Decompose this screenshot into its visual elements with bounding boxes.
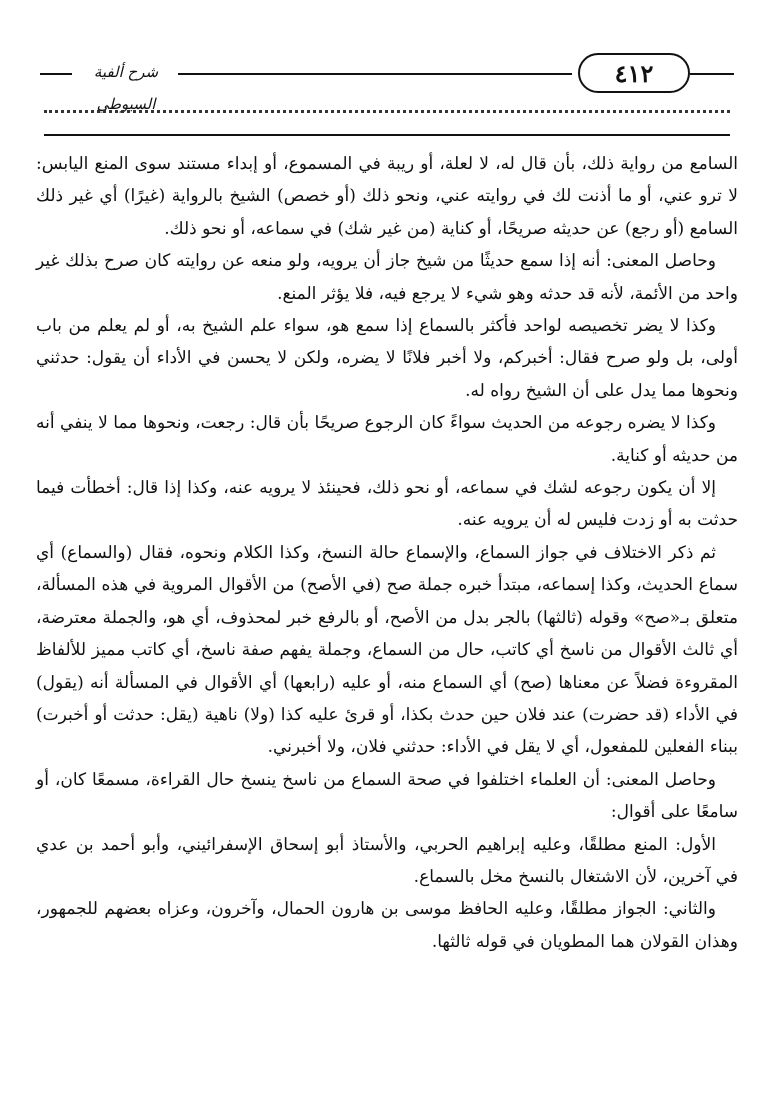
paragraph: وحاصل المعنى: أن العلماء اختلفوا في صحة السماع من ناسخ ينسخ حال القراءة، مسمعًا كان، أو سامعًا على أقوال: [36,769,738,823]
header-rule [40,73,72,75]
dotted-divider [44,110,730,113]
page-body [36,148,738,958]
page-header [0,50,774,113]
paragraph: الأول: المنع مطلقًا، وعليه إبراهيم الحربي، والأستاذ أبو إسحاق الإسفرائيني، وأبو أحمد بن عدي في آخرين، لأن الاشتغال بالنسخ مخل بالسماع. [36,834,738,887]
page-number: ٤١٢ [578,53,690,93]
paragraph: السامع من رواية ذلك، بأن قال له، لا لعلة، أو ريبة في المسموع، أو إبداء مستند سوى المنع اليابس: لا ترو عني، أو ما أذنت لك في روايته عني، ونحو ذلك (أو خصص) الشيخ بالرواية (غيرًا) أي غير ذلك السامع (أو رجع) عن حديثه صريحًا، أو كناية (من غير شك) في سماعه، أو نحو ذلك. [36,154,738,239]
paragraph: والثاني: الجواز مطلقًا، وعليه الحافظ موسى بن هارون الحمال، وآخرون، وعزاه بعضهم للجمهور، وهذان القولان هما المطويان في قوله ثالثها. [36,899,738,952]
paragraph: وحاصل المعنى: أنه إذا سمع حديثًا من شيخ جاز أن يرويه، ولو منعه عن روايته كان صرح بذلك غير واحد من الأئمة، لأنه قد حدثه وهو شيء لا يرجع فيه، فلا يؤثر المنع. [36,251,738,304]
solid-divider [44,134,730,136]
running-title: شرح ألفية السيوطي [93,63,159,113]
header-rule [690,73,734,75]
paragraph: وكذا لا يضره رجوعه من الحديث سواءً كان الرجوع صريحًا بأن قال: رجعت، ونحوها مما لا ينفي أنه من حديثه أو كناية. [36,413,738,466]
paragraph: إلا أن يكون رجوعه لشك في سماعه، أو نحو ذلك، فحينئذ لا يرويه عنه، وكذا إذا قال: أخطأت فيما حدثت به أو زدت فليس له أن يرويه عنه. [36,478,738,531]
paragraph: وكذا لا يضر تخصيصه لواحد فأكثر بالسماع إذا سمع هو، سواء علم الشيخ به، أو لم يعلم من باب أولى، بل ولو صرح فقال: أخبركم، ولا أخبر فلانًا لا يضره، ولكن لا يحسن في الأداء أن يقول: حدثني ونحوها مما يدل على أن الشيخ رواه له. [36,316,738,401]
header-rule [178,73,572,75]
paragraph: ثم ذكر الاختلاف في جواز السماع، والإسماع حالة النسخ، وكذا الكلام ونحوه، فقال (والسماع) أي سماع الحديث، وكذا إسماعه، مبتدأ خبره جملة صح (في الأصح) من الأقوال المروية في هذه المسألة، متعلق بـ«صح» وقوله (ثالثها) بالجر بدل من الأصح، أو بالرفع خبر لمحذوف، أي هو، والجملة معترضة، أي ثالث الأقوال من ناسخ أي كاتب، حال من السماع، وجملة يفهم صفة ناسخ، أي كاتب مميز للألفاظ المقروءة فضلاً عن معناها (صح) أي السماع منه، أو عليه (رابعها) أي الأقوال في المسألة أنه (يقول) في الأداء (قد حضرت) عند فلان حين حدث بكذا، أو قرئ عليه كذا (ولا) ناهية (يقل: حدثت أو أخبرت) ببناء الفعلين للمفعول، أي لا يقل في الأداء: حدثني فلان، ولا أخبرني. [36,542,738,758]
